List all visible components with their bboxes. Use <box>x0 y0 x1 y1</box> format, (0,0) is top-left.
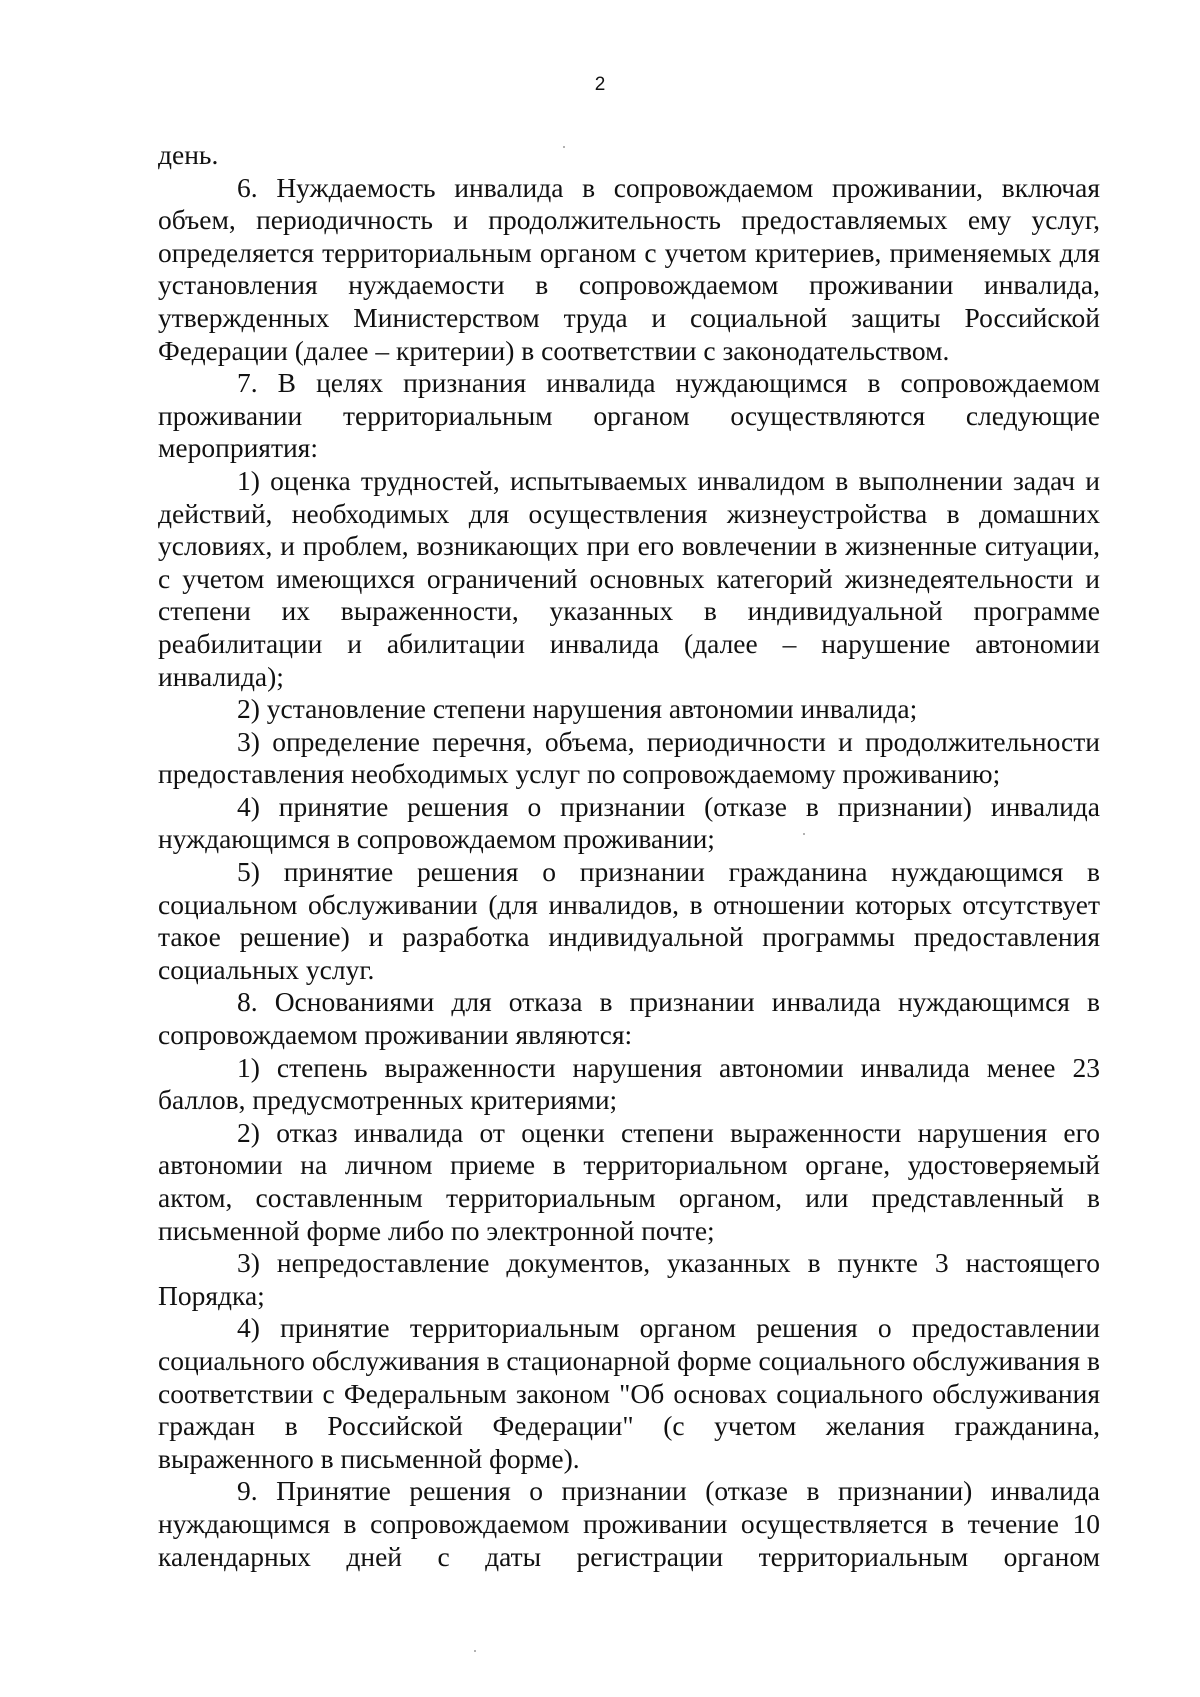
paragraph-item-7-5: 5) принятие решения о признании гражданина нуждающимся в социальном обслуживании (для инвалидов, в отношении которых отсутствует такое решение) и разработка индивидуальной программы предоставления социальных услуг. <box>158 856 1100 985</box>
scan-speck <box>474 1650 476 1652</box>
paragraph-item-8: 8. Основаниями для отказа в признании инвалида нуждающимся в сопровождаемом проживании являются: <box>158 986 1100 1051</box>
paragraph-item-7-3: 3) определение перечня, объема, периодичности и продолжительности предоставления необходимых услуг по сопровождаемому проживанию; <box>158 725 1100 790</box>
paragraph-continuation: день. <box>158 139 219 170</box>
paragraph-item-9: 9. Принятие решения о признании (отказе в признании) инвалида нуждающимся в сопровождаемом проживании осуществляется в течение 10 календарных дней с даты регистрации территориальным органом <box>158 1475 1100 1572</box>
page-number: 2 <box>594 74 606 95</box>
paragraph-item-8-2: 2) отказ инвалида от оценки степени выраженности нарушения его автономии на личном приеме в территориальном органе, удостоверяемый актом, составленным территориальным органом, или представленный в письменной форме либо по электронной почте; <box>158 1116 1100 1246</box>
document-body <box>158 139 1100 1573</box>
paragraph-item-7-4: 4) принятие решения о признании (отказе в признании) инвалида нуждающимся в сопровождаемом проживании; <box>158 790 1100 855</box>
scan-speck <box>563 146 565 148</box>
paragraph-item-7-1: 1) оценка трудностей, испытываемых инвалидом в выполнении задач и действий, необходимых для осуществления жизнеустройства в домашних условиях, и проблем, возникающих при его вовлечении в жизненные ситуации, с учетом имеющихся ограничений основных категорий жизнедеятельности и степени их выраженности, указанных в индивидуальной программе реабилитации и абилитации инвалида (далее – нарушение автономии инвалида); <box>158 464 1100 692</box>
paragraph-item-8-3: 3) непредоставление документов, указанных в пункте 3 настоящего Порядка; <box>158 1247 1100 1311</box>
paragraph-item-8-4: 4) принятие территориальным органом решения о предоставлении социального обслуживания в стационарной форме социального обслуживания в соответствии с Федеральным законом "Об основах социального обслуживания граждан в Российской Федерации" (с учетом желания гражданина, выраженного в письменной форме). <box>158 1312 1100 1474</box>
scan-speck <box>803 833 805 835</box>
paragraph-item-6: 6. Нуждаемость инвалида в сопровождаемом проживании, включая объем, периодичность и продолжительность предоставляемых ему услуг, определяется территориальным органом с учетом критериев, применяемых для установления нуждаемости в сопровождаемом проживании инвалида, утвержденных Министерством труда и социальной защиты Российской Федерации (далее – критерии) в соответствии с законодательством. <box>158 171 1100 366</box>
paragraph-item-7: 7. В целях признания инвалида нуждающимся в сопровождаемом проживании территориальным органом осуществляются следующие мероприятия: <box>158 367 1100 464</box>
paragraph-item-7-2: 2) установление степени нарушения автономии инвалида; <box>237 693 918 725</box>
paragraph-item-8-1: 1) степень выраженности нарушения автономии инвалида менее 23 баллов, предусмотренных критериями; <box>158 1051 1100 1116</box>
